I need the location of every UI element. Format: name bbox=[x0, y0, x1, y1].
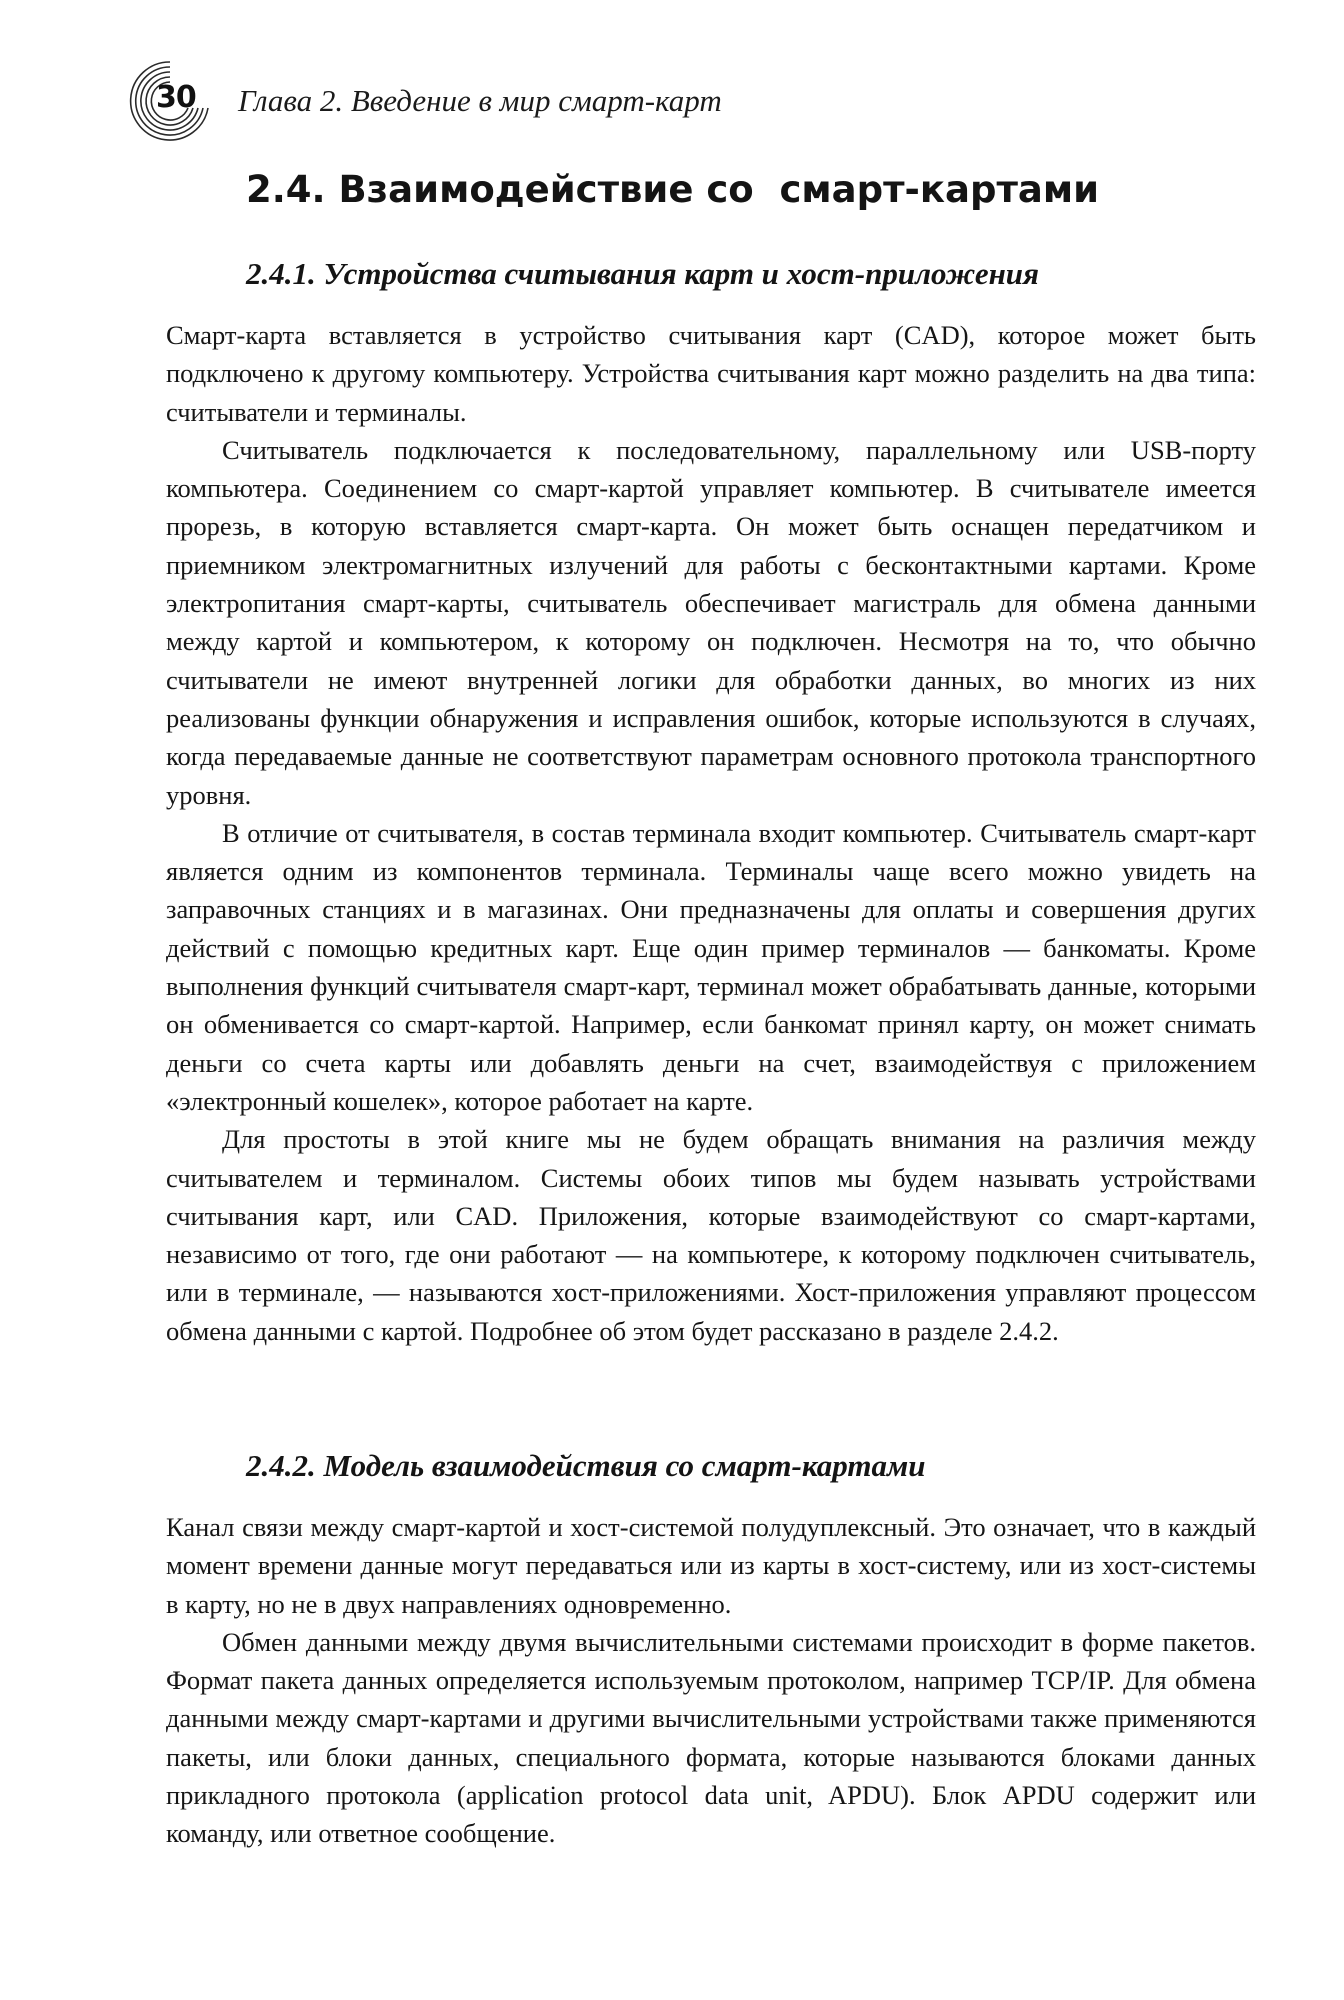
section-heading: 2.4. Взаимодействие со смарт-картами bbox=[246, 168, 1100, 211]
paragraph: Считыватель подключается к последовательному, параллельному или USB-порту компьютера. Соединением со смарт-картой управляет компьютер. В считывателе имеется прорезь, в которую вставляется смарт-карта. Он может быть оснащен передатчиком и приемником электромагнитных излучений для работы с бесконтактными картами. Кроме электропитания смарт-карты, считыватель обеспечивает магистраль для обмена данными между картой и компьютером, к которому он подключен. Несмотря на то, что обычно считыватели не имеют внутренней логики для обработки данных, во многих из них реализованы функции обнаружения и исправления ошибок, которые используются в случаях, когда передаваемые данные не соответствуют параметрам основного протокола транспортного уровня. bbox=[166, 434, 1256, 810]
chapter-title: Глава 2. Введение в мир смарт-карт bbox=[238, 83, 722, 118]
paragraph: Канал связи между смарт-картой и хост-системой полудуплексный. Это означает, что в каждый момент времени данные могут передаваться или из карты в хост-систему, или из хост-системы в карту, но не в двух направлениях одновременно. bbox=[166, 1512, 1256, 1619]
page-number-mark bbox=[126, 56, 212, 146]
paragraph: Смарт-карта вставляется в устройство считывания карт (CAD), которое может быть подключено к другому компьютеру. Устройства считывания карт можно разделить на два типа: считыватели и терминалы. bbox=[166, 320, 1256, 427]
running-header bbox=[126, 56, 722, 146]
paragraph: Для простоты в этой книге мы не будем обращать внимания на различия между считывателем и терминалом. Системы обоих типов мы будем называть устройствами считывания карт, или CAD. Приложения, которые взаимодействуют со смарт-картами, независимо от того, где они работают — на компьютере, к которому подключен считыватель, или в терминале, — называются хост-приложениями. Хост-приложения управляют процессом обмена данными с картой. Подробнее об этом будет рассказано в разделе 2.4.2. bbox=[166, 1124, 1256, 1346]
paragraph: Обмен данными между двумя вычислительными системами происходит в форме пакетов. Формат пакета данных определяется используемым протоколом, например TCP/IP. Для обмена данными между смарт-картами и другими вычислительными устройствами также применяются пакеты, или блоки данных, специального формата, которые называются блоками данных прикладного протокола (application protocol data unit, APDU). Блок APDU содержит или команду, или ответное сообщение. bbox=[166, 1626, 1256, 1849]
subsection-heading-2-4-1: 2.4.1. Устройства считывания карт и хост-приложения bbox=[246, 256, 1039, 291]
subsection-heading-2-4-2: 2.4.2. Модель взаимодействия со смарт-картами bbox=[246, 1448, 926, 1483]
subsection-2-4-1-body bbox=[166, 316, 1256, 1350]
page-number: 30 bbox=[156, 80, 196, 115]
paragraph: В отличие от считывателя, в состав терминала входит компьютер. Считыватель смарт-карт является одним из компонентов терминала. Терминалы чаще всего можно увидеть на заправочных станциях и в магазинах. Они предназначены для оплаты и совершения других действий с помощью кредитных карт. Еще один пример терминалов — банкоматы. Кроме выполнения функций считывателя смарт-карт, терминал может обрабатывать данные, которыми он обменивается со смарт-картой. Например, если банкомат принял карту, он может снимать деньги со счета карты или добавлять деньги на счет, взаимодействуя с приложением «электронный кошелек», которое работает на карте. bbox=[166, 817, 1256, 1116]
subsection-2-4-2-body bbox=[166, 1508, 1256, 1853]
